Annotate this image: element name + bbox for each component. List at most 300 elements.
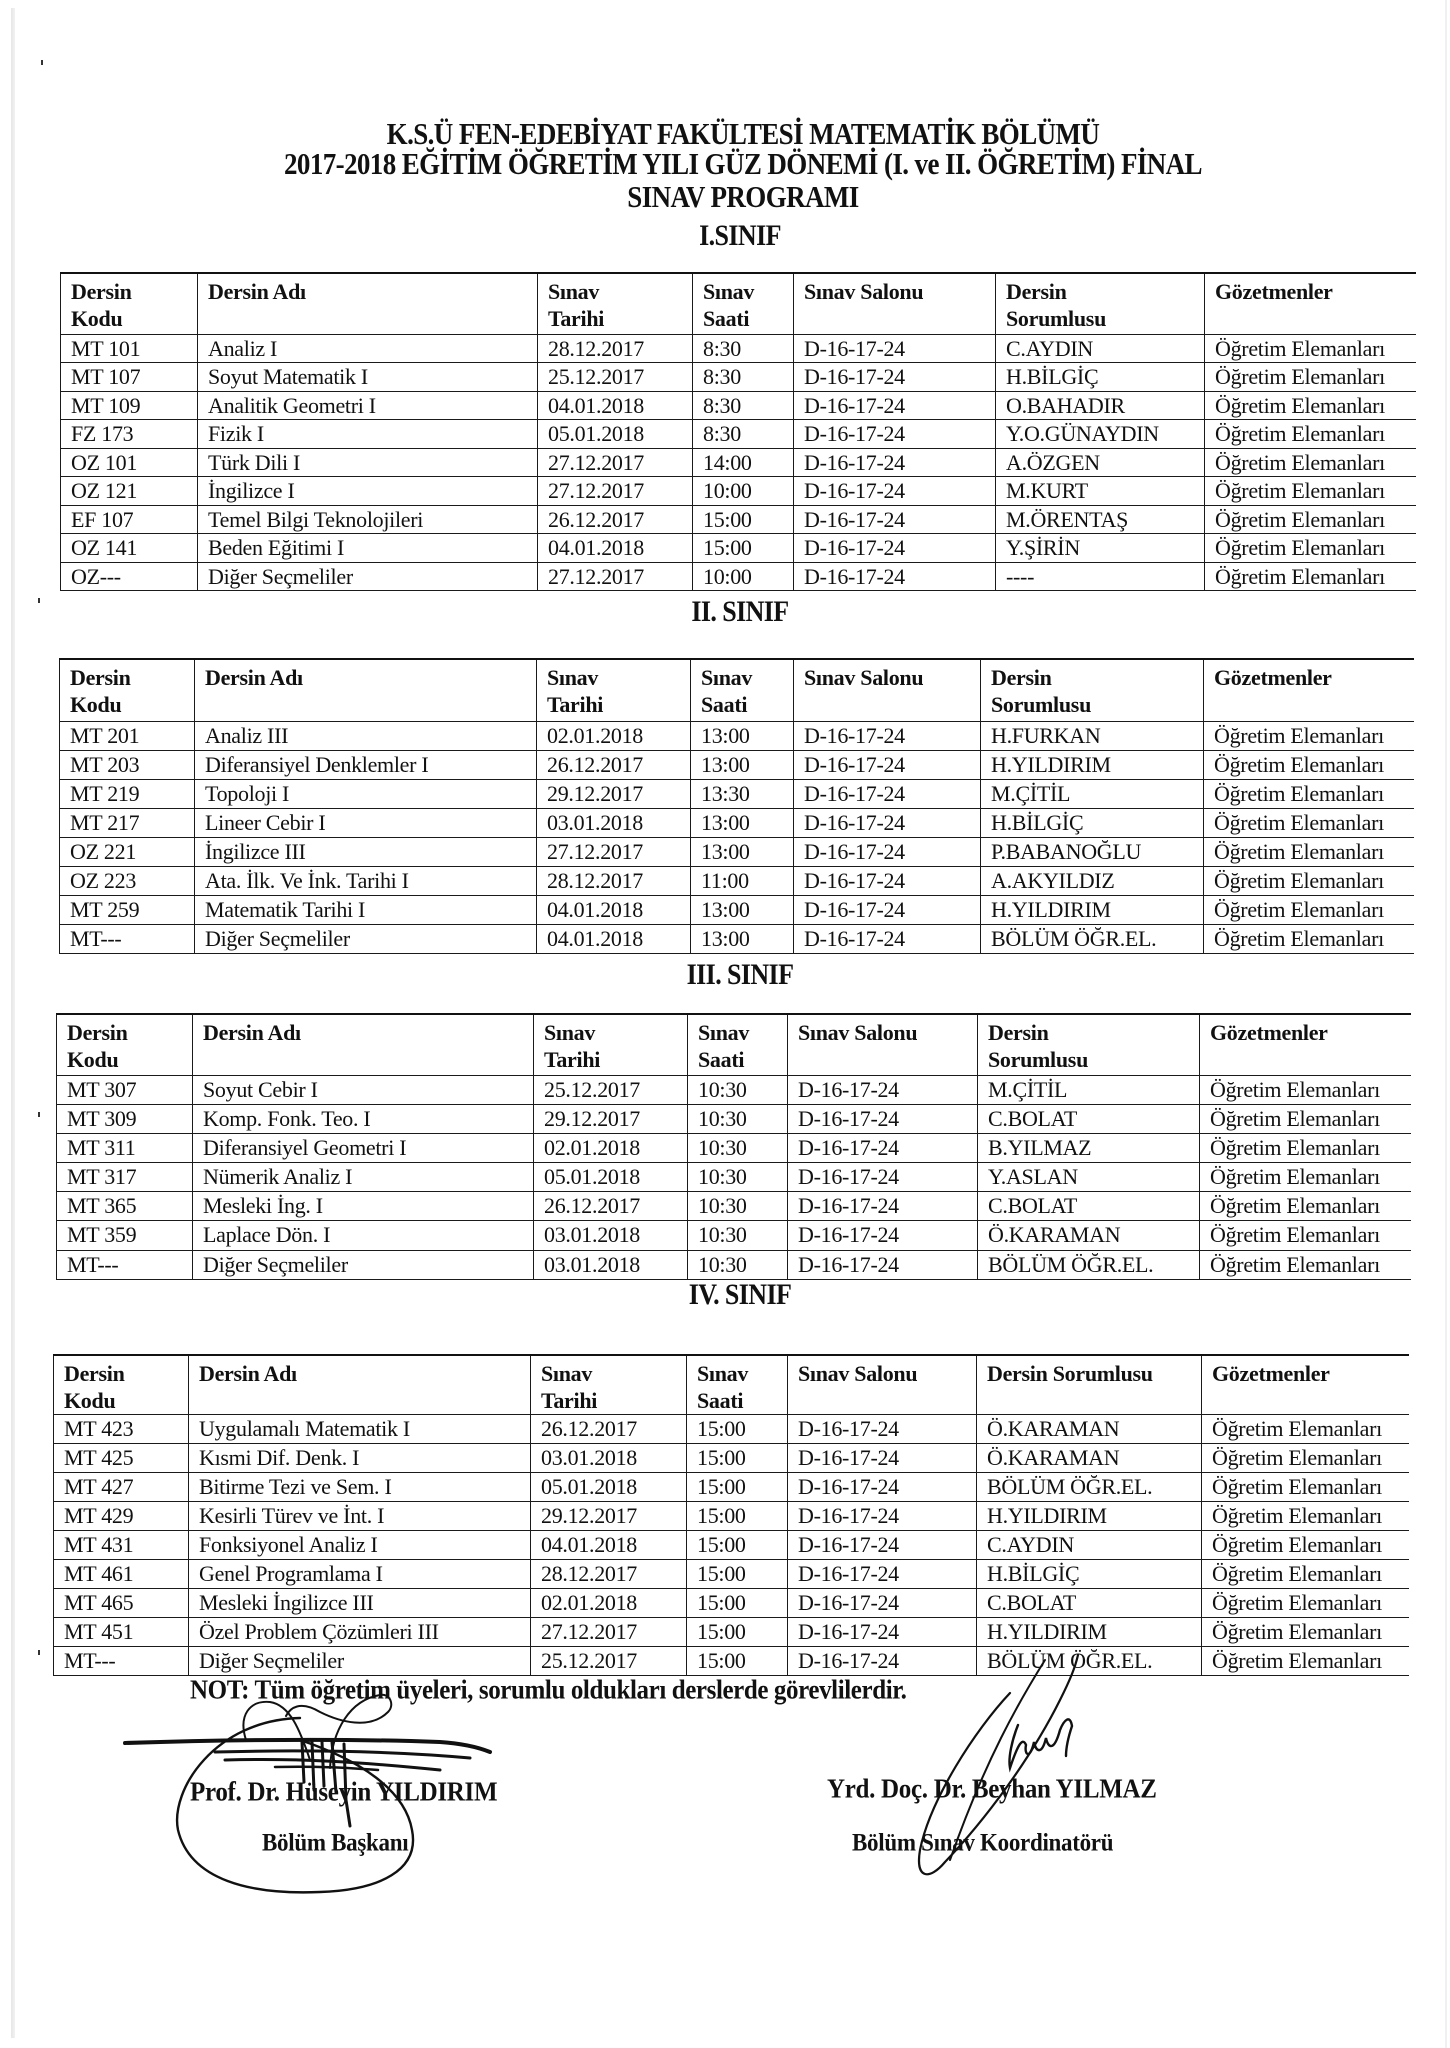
cell-proctors: Öğretim Elemanları bbox=[1204, 924, 1414, 953]
signatory-1-role: Bölüm Başkanı bbox=[262, 1828, 409, 1857]
cell-time: 10:00 bbox=[693, 477, 794, 506]
cell-instructor: O.BAHADIR bbox=[996, 391, 1205, 420]
cell-room: D-16-17-24 bbox=[788, 1415, 977, 1444]
cell-date: 02.01.2018 bbox=[537, 721, 691, 750]
column-header-text: Dersin Adı bbox=[203, 1020, 301, 1045]
cell-date: 04.01.2018 bbox=[537, 924, 691, 953]
cell-date: 03.01.2018 bbox=[534, 1250, 688, 1279]
column-header-text: Tarihi bbox=[544, 1047, 601, 1072]
cell-time: 13:00 bbox=[691, 837, 794, 866]
cell-room: D-16-17-24 bbox=[788, 1531, 977, 1560]
column-header-text: Dersin bbox=[988, 1020, 1049, 1045]
cell-code: MT--- bbox=[54, 1647, 189, 1676]
cell-code: MT 311 bbox=[57, 1133, 193, 1162]
cell-instructor: H.BİLGİÇ bbox=[977, 1560, 1202, 1589]
cell-proctors: Öğretim Elemanları bbox=[1200, 1221, 1411, 1250]
cell-date: 04.01.2018 bbox=[531, 1531, 687, 1560]
column-header-text: Sınav bbox=[548, 279, 600, 304]
cell-proctors: Öğretim Elemanları bbox=[1200, 1104, 1411, 1133]
column-header-text: Sınav bbox=[703, 279, 755, 304]
cell-date: 03.01.2018 bbox=[534, 1221, 688, 1250]
document-title-line-2: 2017-2018 EĞİTİM ÖĞRETİM YILI GÜZ DÖNEMİ (I. ve II. ÖĞRETİM) FİNAL bbox=[284, 147, 1202, 181]
exam-table-section-4 bbox=[53, 1354, 1409, 1676]
signature-1-stroke bbox=[125, 1740, 490, 1752]
table-row bbox=[54, 1473, 1409, 1502]
cell-room: D-16-17-24 bbox=[788, 1075, 978, 1104]
cell-room: D-16-17-24 bbox=[794, 866, 981, 895]
cell-date: 25.12.2017 bbox=[534, 1075, 688, 1104]
column-header-text: Dersin Adı bbox=[205, 665, 303, 690]
table-row bbox=[61, 448, 1416, 477]
cell-proctors: Öğretim Elemanları bbox=[1205, 448, 1416, 477]
table-row bbox=[57, 1163, 1411, 1192]
cell-name: Analiz III bbox=[195, 721, 537, 750]
cell-time: 13:00 bbox=[691, 750, 794, 779]
cell-instructor: BÖLÜM ÖĞR.EL. bbox=[981, 924, 1204, 953]
column-header-code bbox=[61, 273, 198, 334]
column-header-text: Gözetmenler bbox=[1215, 279, 1333, 304]
cell-proctors: Öğretim Elemanları bbox=[1205, 477, 1416, 506]
cell-instructor: Y.ASLAN bbox=[978, 1163, 1200, 1192]
cell-room: D-16-17-24 bbox=[794, 808, 981, 837]
table-header-row bbox=[54, 1355, 1409, 1415]
scan-speck bbox=[38, 1112, 40, 1117]
cell-name: İngilizce III bbox=[195, 837, 537, 866]
table-row bbox=[60, 866, 1414, 895]
column-header-instructor bbox=[981, 659, 1204, 721]
cell-room: D-16-17-24 bbox=[788, 1221, 978, 1250]
cell-code: MT 451 bbox=[54, 1618, 189, 1647]
table-row bbox=[60, 924, 1414, 953]
column-header-name bbox=[193, 1014, 534, 1075]
cell-name: Analiz I bbox=[198, 334, 538, 363]
cell-time: 15:00 bbox=[687, 1618, 788, 1647]
cell-date: 27.12.2017 bbox=[538, 562, 693, 591]
cell-date: 28.12.2017 bbox=[538, 334, 693, 363]
cell-code: OZ--- bbox=[61, 562, 198, 591]
cell-instructor: M.ÖRENTAŞ bbox=[996, 505, 1205, 534]
column-header-text: Sorumlusu bbox=[991, 692, 1092, 717]
cell-proctors: Öğretim Elemanları bbox=[1204, 895, 1414, 924]
cell-code: MT 203 bbox=[60, 750, 195, 779]
cell-date: 25.12.2017 bbox=[531, 1647, 687, 1676]
cell-instructor: C.BOLAT bbox=[977, 1589, 1202, 1618]
cell-code: OZ 101 bbox=[61, 448, 198, 477]
cell-time: 15:00 bbox=[687, 1444, 788, 1473]
column-header-proctors bbox=[1204, 659, 1414, 721]
cell-proctors: Öğretim Elemanları bbox=[1205, 391, 1416, 420]
cell-proctors: Öğretim Elemanları bbox=[1205, 363, 1416, 392]
cell-time: 10:30 bbox=[688, 1221, 788, 1250]
column-header-text: Sorumlusu bbox=[1006, 306, 1107, 331]
column-header-time bbox=[688, 1014, 788, 1075]
column-header-room bbox=[788, 1014, 978, 1075]
cell-time: 15:00 bbox=[687, 1415, 788, 1444]
cell-code: MT 427 bbox=[54, 1473, 189, 1502]
cell-name: Mesleki İngilizce III bbox=[189, 1589, 531, 1618]
cell-name: Bitirme Tezi ve Sem. I bbox=[189, 1473, 531, 1502]
document-title-line-1: K.S.Ü FEN-EDEBİYAT FAKÜLTESİ MATEMATİK BÖLÜMÜ bbox=[386, 117, 1100, 151]
cell-room: D-16-17-24 bbox=[794, 477, 996, 506]
cell-time: 15:00 bbox=[687, 1647, 788, 1676]
cell-instructor: BÖLÜM ÖĞR.EL. bbox=[978, 1250, 1200, 1279]
column-header-text: Sınav Salonu bbox=[804, 665, 924, 690]
cell-room: D-16-17-24 bbox=[794, 924, 981, 953]
cell-room: D-16-17-24 bbox=[794, 334, 996, 363]
cell-instructor: P.BABANOĞLU bbox=[981, 837, 1204, 866]
cell-instructor: H.YILDIRIM bbox=[981, 895, 1204, 924]
column-header-text: Sınav bbox=[701, 665, 753, 690]
table-row bbox=[61, 334, 1416, 363]
cell-name: Diferansiyel Geometri I bbox=[193, 1133, 534, 1162]
cell-time: 10:30 bbox=[688, 1104, 788, 1133]
signatory-2-role: Bölüm Sınav Koordinatörü bbox=[852, 1828, 1114, 1857]
table-row bbox=[54, 1560, 1409, 1589]
cell-date: 03.01.2018 bbox=[537, 808, 691, 837]
table-row bbox=[60, 895, 1414, 924]
cell-instructor: Ö.KARAMAN bbox=[977, 1444, 1202, 1473]
cell-instructor: M.ÇİTİL bbox=[978, 1075, 1200, 1104]
cell-code: MT 309 bbox=[57, 1104, 193, 1133]
column-header-text: Sınav bbox=[544, 1020, 596, 1045]
cell-code: OZ 221 bbox=[60, 837, 195, 866]
cell-name: Temel Bilgi Teknolojileri bbox=[198, 505, 538, 534]
column-header-text: Sınav bbox=[541, 1361, 593, 1386]
column-header-text: Gözetmenler bbox=[1212, 1361, 1330, 1386]
cell-name: Analitik Geometri I bbox=[198, 391, 538, 420]
cell-room: D-16-17-24 bbox=[794, 505, 996, 534]
cell-name: Uygulamalı Matematik I bbox=[189, 1415, 531, 1444]
cell-proctors: Öğretim Elemanları bbox=[1205, 534, 1416, 563]
column-header-proctors bbox=[1202, 1355, 1409, 1415]
exam-table-section-1 bbox=[60, 272, 1416, 591]
column-header-text: Kodu bbox=[71, 306, 123, 331]
column-header-code bbox=[60, 659, 195, 721]
cell-name: Soyut Cebir I bbox=[193, 1075, 534, 1104]
signatory-1-name: Prof. Dr. Hüseyin YILDIRIM bbox=[190, 1777, 498, 1808]
table-row bbox=[54, 1502, 1409, 1531]
column-header-code bbox=[54, 1355, 189, 1415]
column-header-text: Sınav bbox=[698, 1020, 750, 1045]
cell-instructor: ---- bbox=[996, 562, 1205, 591]
section-label-1: I.SINIF bbox=[699, 219, 781, 252]
cell-code: MT 201 bbox=[60, 721, 195, 750]
cell-room: D-16-17-24 bbox=[788, 1473, 977, 1502]
table-row bbox=[60, 808, 1414, 837]
scan-speck bbox=[38, 1650, 40, 1655]
document-title-line-3: SINAV PROGRAMI bbox=[627, 180, 859, 214]
cell-date: 26.12.2017 bbox=[531, 1415, 687, 1444]
column-header-text: Saati bbox=[697, 1388, 744, 1413]
column-header-text: Dersin bbox=[67, 1020, 128, 1045]
cell-date: 25.12.2017 bbox=[538, 363, 693, 392]
signature-2-scribble bbox=[1009, 1719, 1072, 1768]
cell-instructor: H.YILDIRIM bbox=[977, 1618, 1202, 1647]
cell-proctors: Öğretim Elemanları bbox=[1202, 1444, 1409, 1473]
cell-time: 15:00 bbox=[693, 534, 794, 563]
cell-time: 13:00 bbox=[691, 808, 794, 837]
cell-date: 02.01.2018 bbox=[531, 1589, 687, 1618]
cell-instructor: B.YILMAZ bbox=[978, 1133, 1200, 1162]
cell-proctors: Öğretim Elemanları bbox=[1205, 420, 1416, 449]
column-header-text: Sınav Salonu bbox=[798, 1020, 918, 1045]
cell-time: 13:00 bbox=[691, 924, 794, 953]
cell-name: İngilizce I bbox=[198, 477, 538, 506]
cell-time: 8:30 bbox=[693, 334, 794, 363]
cell-room: D-16-17-24 bbox=[788, 1250, 978, 1279]
cell-date: 27.12.2017 bbox=[531, 1618, 687, 1647]
column-header-date bbox=[534, 1014, 688, 1075]
cell-room: D-16-17-24 bbox=[794, 363, 996, 392]
table-row bbox=[54, 1647, 1409, 1676]
column-header-instructor bbox=[978, 1014, 1200, 1075]
table-row bbox=[57, 1250, 1411, 1279]
cell-name: Diferansiyel Denklemler I bbox=[195, 750, 537, 779]
column-header-name bbox=[189, 1355, 531, 1415]
table-row bbox=[60, 721, 1414, 750]
column-header-text: Tarihi bbox=[548, 306, 605, 331]
cell-name: Soyut Matematik I bbox=[198, 363, 538, 392]
cell-instructor: Y.O.GÜNAYDIN bbox=[996, 420, 1205, 449]
cell-instructor: C.BOLAT bbox=[978, 1104, 1200, 1133]
cell-name: Kısmi Dif. Denk. I bbox=[189, 1444, 531, 1473]
table-row bbox=[57, 1221, 1411, 1250]
table-row bbox=[61, 420, 1416, 449]
cell-code: MT 219 bbox=[60, 779, 195, 808]
cell-room: D-16-17-24 bbox=[794, 750, 981, 779]
table-row bbox=[61, 477, 1416, 506]
cell-name: Ata. İlk. Ve İnk. Tarihi I bbox=[195, 866, 537, 895]
cell-date: 26.12.2017 bbox=[537, 750, 691, 779]
cell-proctors: Öğretim Elemanları bbox=[1200, 1192, 1411, 1221]
cell-instructor: H.BİLGİÇ bbox=[996, 363, 1205, 392]
cell-room: D-16-17-24 bbox=[794, 721, 981, 750]
cell-date: 02.01.2018 bbox=[534, 1133, 688, 1162]
cell-name: Diğer Seçmeliler bbox=[198, 562, 538, 591]
column-header-room bbox=[794, 659, 981, 721]
cell-instructor: H.YILDIRIM bbox=[977, 1502, 1202, 1531]
cell-code: MT 101 bbox=[61, 334, 198, 363]
cell-name: Mesleki İng. I bbox=[193, 1192, 534, 1221]
column-header-text: Dersin bbox=[991, 665, 1052, 690]
column-header-text: Kodu bbox=[67, 1047, 119, 1072]
cell-name: Beden Eğitimi I bbox=[198, 534, 538, 563]
cell-time: 10:30 bbox=[688, 1133, 788, 1162]
column-header-text: Sınav bbox=[697, 1361, 749, 1386]
cell-room: D-16-17-24 bbox=[788, 1444, 977, 1473]
column-header-instructor bbox=[996, 273, 1205, 334]
cell-name: Diğer Seçmeliler bbox=[193, 1250, 534, 1279]
section-label-3: III. SINIF bbox=[686, 958, 794, 991]
table-row bbox=[60, 750, 1414, 779]
cell-date: 26.12.2017 bbox=[534, 1192, 688, 1221]
cell-proctors: Öğretim Elemanları bbox=[1202, 1647, 1409, 1676]
scan-speck bbox=[41, 60, 43, 65]
cell-time: 10:00 bbox=[693, 562, 794, 591]
cell-time: 13:00 bbox=[691, 721, 794, 750]
cell-name: Topoloji I bbox=[195, 779, 537, 808]
column-header-text: Dersin Adı bbox=[208, 279, 306, 304]
cell-name: Komp. Fonk. Teo. I bbox=[193, 1104, 534, 1133]
cell-proctors: Öğretim Elemanları bbox=[1205, 334, 1416, 363]
column-header-time bbox=[691, 659, 794, 721]
column-header-proctors bbox=[1205, 273, 1416, 334]
cell-time: 15:00 bbox=[687, 1560, 788, 1589]
footer-note: NOT: Tüm öğretim üyeleri, sorumlu oldukları derslerde görevlilerdir. bbox=[190, 1675, 907, 1706]
cell-code: OZ 223 bbox=[60, 866, 195, 895]
cell-room: D-16-17-24 bbox=[794, 562, 996, 591]
cell-instructor: BÖLÜM ÖĞR.EL. bbox=[977, 1647, 1202, 1676]
column-header-time bbox=[693, 273, 794, 334]
cell-time: 15:00 bbox=[687, 1589, 788, 1618]
column-header-text: Tarihi bbox=[547, 692, 604, 717]
column-header-proctors bbox=[1200, 1014, 1411, 1075]
column-header-text: Gözetmenler bbox=[1210, 1020, 1328, 1045]
cell-code: MT--- bbox=[60, 924, 195, 953]
table-row bbox=[54, 1589, 1409, 1618]
table-row bbox=[61, 534, 1416, 563]
cell-proctors: Öğretim Elemanları bbox=[1204, 866, 1414, 895]
cell-room: D-16-17-24 bbox=[788, 1104, 978, 1133]
cell-code: MT 259 bbox=[60, 895, 195, 924]
cell-instructor: H.FURKAN bbox=[981, 721, 1204, 750]
column-header-date bbox=[538, 273, 693, 334]
cell-time: 15:00 bbox=[693, 505, 794, 534]
cell-name: Diğer Seçmeliler bbox=[189, 1647, 531, 1676]
cell-proctors: Öğretim Elemanları bbox=[1200, 1133, 1411, 1162]
cell-proctors: Öğretim Elemanları bbox=[1204, 721, 1414, 750]
cell-proctors: Öğretim Elemanları bbox=[1202, 1502, 1409, 1531]
cell-code: MT 365 bbox=[57, 1192, 193, 1221]
cell-code: EF 107 bbox=[61, 505, 198, 534]
column-header-instructor bbox=[977, 1355, 1202, 1415]
cell-proctors: Öğretim Elemanları bbox=[1202, 1415, 1409, 1444]
cell-room: D-16-17-24 bbox=[788, 1502, 977, 1531]
cell-instructor: C.BOLAT bbox=[978, 1192, 1200, 1221]
cell-code: MT 425 bbox=[54, 1444, 189, 1473]
cell-date: 29.12.2017 bbox=[534, 1104, 688, 1133]
column-header-text: Saati bbox=[703, 306, 750, 331]
cell-time: 13:00 bbox=[691, 895, 794, 924]
cell-code: MT 317 bbox=[57, 1163, 193, 1192]
table-row bbox=[54, 1618, 1409, 1647]
cell-proctors: Öğretim Elemanları bbox=[1205, 562, 1416, 591]
cell-date: 03.01.2018 bbox=[531, 1444, 687, 1473]
cell-code: MT 107 bbox=[61, 363, 198, 392]
column-header-text: Dersin bbox=[71, 279, 132, 304]
cell-proctors: Öğretim Elemanları bbox=[1202, 1531, 1409, 1560]
cell-instructor: A.ÖZGEN bbox=[996, 448, 1205, 477]
signatory-2-name: Yrd. Doç. Dr. Beyhan YILMAZ bbox=[827, 1774, 1157, 1805]
cell-code: FZ 173 bbox=[61, 420, 198, 449]
exam-table-section-2 bbox=[59, 658, 1414, 954]
cell-name: Kesirli Türev ve İnt. I bbox=[189, 1502, 531, 1531]
table-header-row bbox=[57, 1014, 1411, 1075]
cell-code: MT 431 bbox=[54, 1531, 189, 1560]
cell-code: MT 423 bbox=[54, 1415, 189, 1444]
table-header-row bbox=[60, 659, 1414, 721]
table-row bbox=[60, 837, 1414, 866]
cell-proctors: Öğretim Elemanları bbox=[1202, 1473, 1409, 1502]
cell-date: 27.12.2017 bbox=[538, 477, 693, 506]
cell-code: MT 109 bbox=[61, 391, 198, 420]
cell-instructor: H.BİLGİÇ bbox=[981, 808, 1204, 837]
cell-proctors: Öğretim Elemanları bbox=[1204, 837, 1414, 866]
column-header-room bbox=[788, 1355, 977, 1415]
cell-instructor: Ö.KARAMAN bbox=[977, 1415, 1202, 1444]
cell-time: 15:00 bbox=[687, 1473, 788, 1502]
signature-1-stroke bbox=[215, 1751, 470, 1758]
cell-room: D-16-17-24 bbox=[788, 1589, 977, 1618]
cell-time: 10:30 bbox=[688, 1192, 788, 1221]
cell-proctors: Öğretim Elemanları bbox=[1200, 1163, 1411, 1192]
cell-time: 8:30 bbox=[693, 420, 794, 449]
cell-room: D-16-17-24 bbox=[794, 448, 996, 477]
table-row bbox=[57, 1075, 1411, 1104]
cell-instructor: Ö.KARAMAN bbox=[978, 1221, 1200, 1250]
column-header-text: Tarihi bbox=[541, 1388, 598, 1413]
cell-name: Diğer Seçmeliler bbox=[195, 924, 537, 953]
cell-code: OZ 121 bbox=[61, 477, 198, 506]
cell-proctors: Öğretim Elemanları bbox=[1202, 1560, 1409, 1589]
cell-proctors: Öğretim Elemanları bbox=[1205, 505, 1416, 534]
cell-proctors: Öğretim Elemanları bbox=[1202, 1589, 1409, 1618]
cell-room: D-16-17-24 bbox=[788, 1647, 977, 1676]
cell-date: 05.01.2018 bbox=[534, 1163, 688, 1192]
table-row bbox=[61, 562, 1416, 591]
table-row bbox=[57, 1133, 1411, 1162]
cell-proctors: Öğretim Elemanları bbox=[1204, 779, 1414, 808]
cell-name: Lineer Cebir I bbox=[195, 808, 537, 837]
column-header-date bbox=[537, 659, 691, 721]
cell-proctors: Öğretim Elemanları bbox=[1204, 808, 1414, 837]
cell-name: Laplace Dön. I bbox=[193, 1221, 534, 1250]
table-row bbox=[54, 1444, 1409, 1473]
scan-edge-right bbox=[1445, 0, 1447, 2048]
cell-date: 28.12.2017 bbox=[531, 1560, 687, 1589]
cell-name: Fizik I bbox=[198, 420, 538, 449]
cell-time: 15:00 bbox=[687, 1502, 788, 1531]
column-header-text: Sorumlusu bbox=[988, 1047, 1089, 1072]
cell-time: 8:30 bbox=[693, 363, 794, 392]
cell-date: 04.01.2018 bbox=[538, 391, 693, 420]
column-header-room bbox=[794, 273, 996, 334]
cell-instructor: M.KURT bbox=[996, 477, 1205, 506]
table-row bbox=[61, 363, 1416, 392]
column-header-text: Sınav bbox=[547, 665, 599, 690]
signature-1-stroke bbox=[225, 1759, 440, 1770]
cell-room: D-16-17-24 bbox=[788, 1560, 977, 1589]
cell-date: 05.01.2018 bbox=[531, 1473, 687, 1502]
cell-room: D-16-17-24 bbox=[788, 1192, 978, 1221]
cell-name: Nümerik Analiz I bbox=[193, 1163, 534, 1192]
column-header-text: Sınav Salonu bbox=[804, 279, 924, 304]
cell-proctors: Öğretim Elemanları bbox=[1202, 1618, 1409, 1647]
cell-date: 29.12.2017 bbox=[537, 779, 691, 808]
cell-code: OZ 141 bbox=[61, 534, 198, 563]
table-row bbox=[61, 391, 1416, 420]
column-header-text: Dersin Sorumlusu bbox=[987, 1361, 1153, 1386]
cell-instructor: A.AKYILDIZ bbox=[981, 866, 1204, 895]
column-header-text: Gözetmenler bbox=[1214, 665, 1332, 690]
cell-instructor: Y.ŞİRİN bbox=[996, 534, 1205, 563]
cell-time: 11:00 bbox=[691, 866, 794, 895]
cell-code: MT 359 bbox=[57, 1221, 193, 1250]
column-header-time bbox=[687, 1355, 788, 1415]
cell-date: 04.01.2018 bbox=[538, 534, 693, 563]
table-row bbox=[57, 1104, 1411, 1133]
cell-code: MT 461 bbox=[54, 1560, 189, 1589]
